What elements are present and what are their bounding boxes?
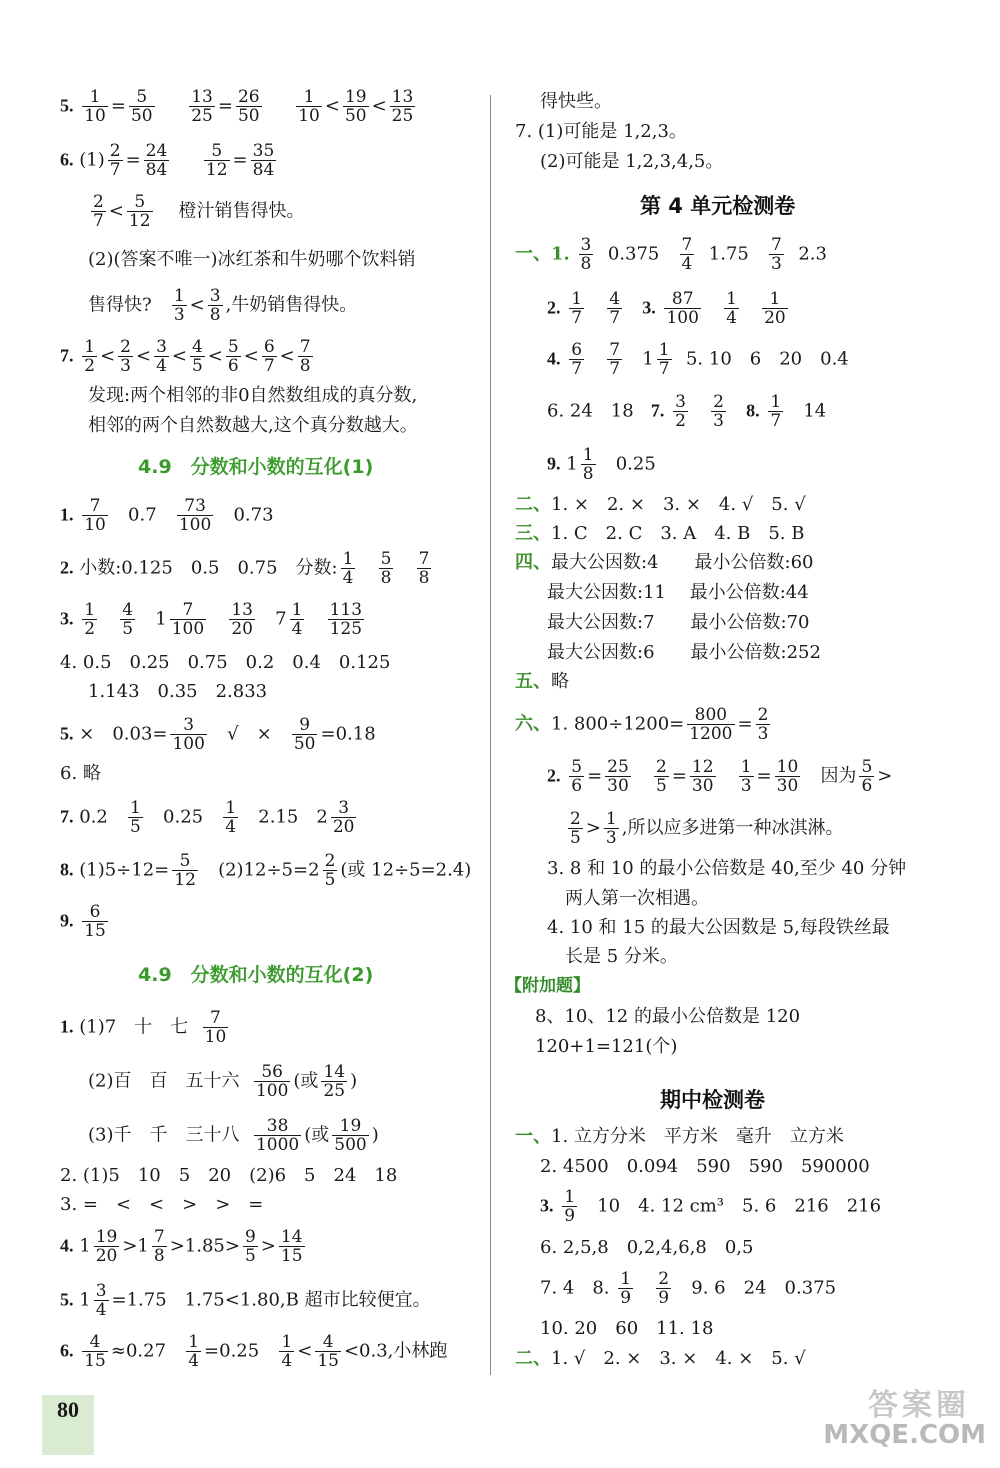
unit4-part-6-4a: 4. 10 和 15 的最大公因数是 5,每段铁丝最: [547, 917, 890, 938]
answer-5: 5. $\frac{1}{10}$ = $\frac{5}{50}$ $\frac{13}{25}$ = $\frac{26}{50}$ $\frac{1}{10}$ < $\frac{19}{50}$ < $\frac{13}{25}$: [60, 87, 414, 126]
fraction: $\frac{24}{84}$: [145, 141, 168, 180]
unit4-part-4-row: 最大公因数:7 最小公倍数:70: [547, 612, 810, 633]
fraction: $\frac{1}{4}$: [281, 1332, 293, 1371]
bonus-answer-1: 8、10、12 的最小公倍数是 120: [535, 1006, 801, 1027]
fraction: $\frac{3}{4}$: [156, 337, 167, 376]
fraction: $\frac{6}{7}$: [263, 337, 275, 376]
fraction: $\frac{13}{25}$: [191, 87, 213, 126]
fraction: $\frac{35}{84}$: [252, 141, 275, 180]
fraction: $\frac{1}{8}$: [582, 445, 594, 484]
fraction: $\frac{3}{8}$: [209, 286, 221, 325]
fraction: $\frac{5}{8}$: [380, 549, 392, 588]
section1-answer-9: 9. $\frac{6}{15}$: [60, 902, 106, 941]
fraction: $\frac{3}{8}$: [580, 235, 592, 274]
fraction: $\frac{1}{4}$: [188, 1332, 200, 1371]
fraction: $\frac{2}{3}$: [757, 705, 769, 744]
fraction: $\frac{19}{50}$: [344, 87, 367, 126]
fraction: $\frac{113}{125}$: [329, 600, 363, 639]
fraction: $\frac{4}{7}$: [609, 289, 621, 328]
section1-answer-8: 8. (1)5÷12= $\frac{5}{12}$ (2)12÷5=2 $\frac{2}{5}$ (或 12÷5=2.4): [60, 851, 472, 890]
unit4-answer-4-5: 4. $\frac{6}{7}$ $\frac{7}{7}$ 1 $\frac{1}{7}$ 5. 10 6 20 0.4: [547, 340, 849, 379]
unit4-answer-9: 9. 1 $\frac{1}{8}$ 0.25: [547, 445, 656, 484]
fraction: $\frac{4}{15}$: [84, 1332, 106, 1371]
section2-answer-4: 4. 1 $\frac{19}{20}$ >1 $\frac{7}{8}$ >1.85> $\frac{9}{5}$ > $\frac{14}{15}$: [60, 1227, 303, 1266]
watermark-url: MXQE.COM: [823, 1420, 986, 1450]
section2-answer-3: 3. = < < > > =: [60, 1194, 264, 1215]
right-continued-text: 得快些。: [540, 91, 612, 112]
unit4-part-6-3b: 两人第一次相遇。: [565, 888, 709, 909]
fraction: $\frac{1}{3}$: [605, 809, 617, 848]
fraction: $\frac{1}{3}$: [173, 286, 185, 325]
fraction: $\frac{1}{7}$: [658, 340, 670, 379]
unit4-part-6-2: 2. $\frac{5}{6}$ = $\frac{25}{30}$ $\frac{2}{5}$ = $\frac{12}{30}$ $\frac{1}{3}$ = $\frac{10}{30}$ 因为 $\frac{5}{6}$ >: [547, 757, 893, 796]
fraction: $\frac{5}{12}$: [205, 141, 228, 180]
unit4-part-6-2-cont: $\frac{2}{5}$ > $\frac{1}{3}$ ,所以应多进第一种冰淇淋。: [570, 809, 844, 848]
midterm-part-2: 二、1. √ 2. × 3. × 4. × 5. √: [515, 1348, 806, 1369]
fraction: $\frac{1}{4}$: [291, 600, 303, 639]
midterm-answer-2: 2. 4500 0.094 590 590 590000: [540, 1156, 870, 1177]
answer-7-finding-2: 相邻的两个自然数越大,这个真分数越大。: [88, 415, 418, 436]
fraction: $\frac{9}{5}$: [244, 1227, 256, 1266]
midterm-answer-10-11: 10. 20 60 11. 18: [540, 1318, 714, 1339]
fraction: $\frac{12}{30}$: [691, 757, 714, 796]
bonus-answer-2: 120+1=121(个): [535, 1036, 678, 1057]
fraction: $\frac{1}{9}$: [564, 1187, 576, 1226]
fraction: $\frac{14}{15}$: [280, 1227, 303, 1266]
fraction: $\frac{19}{500}$: [334, 1116, 367, 1155]
answer-6-2: (2)(答案不唯一)冰红茶和牛奶哪个饮料销: [88, 249, 416, 270]
midterm-answer-6: 6. 2,5,8 0,2,4,6,8 0,5: [540, 1237, 754, 1258]
fraction: $\frac{7}{10}$: [84, 496, 106, 535]
fraction: $\frac{1}{10}$: [84, 87, 106, 126]
fraction: $\frac{1}{2}$: [84, 337, 96, 376]
unit4-part-4-row: 最大公因数:11 最小公倍数:44: [547, 582, 809, 603]
fraction: $\frac{5}{12}$: [128, 192, 151, 231]
section1-answer-4b: 1.143 0.35 2.833: [88, 681, 268, 702]
fraction: $\frac{5}{12}$: [174, 851, 196, 890]
section2-answer-1-1: 1. (1)7 十 七 $\frac{7}{10}$: [60, 1008, 227, 1047]
column-divider: [490, 95, 491, 1375]
section1-answer-3: 3. $\frac{1}{2}$ $\frac{4}{5}$ 1 $\frac{7}{100}$ $\frac{13}{20}$ 7 $\frac{1}{4}$ $\frac{113}{125}$: [60, 600, 363, 639]
section2-answer-2: 2. (1)5 10 5 20 (2)6 5 24 18: [60, 1165, 398, 1186]
answer-7: 7. $\frac{1}{2}$ < $\frac{2}{3}$ < $\frac{3}{4}$ < $\frac{4}{5}$ < $\frac{5}{6}$ < $\frac{6}{7}$ < $\frac{7}{8}$: [60, 337, 311, 376]
fraction: $\frac{19}{20}$: [95, 1227, 118, 1266]
section2-answer-1-3: (3)千 千 三十八 $\frac{38}{1000}$ (或 $\frac{19}{500}$ ): [88, 1116, 379, 1155]
page-number: 80: [42, 1395, 94, 1455]
fraction: $\frac{7}{4}$: [681, 235, 693, 274]
fraction: $\frac{2}{5}$: [324, 851, 336, 890]
fraction: $\frac{7}{10}$: [204, 1008, 227, 1047]
fraction: $\frac{5}{6}$: [861, 757, 873, 796]
section2-answer-1-2: (2)百 百 五十六 $\frac{56}{100}$ (或 $\frac{14}{25}$ ): [88, 1062, 358, 1101]
fraction: $\frac{13}{25}$: [391, 87, 414, 126]
fraction: $\frac{1}{7}$: [770, 392, 782, 431]
fraction: $\frac{1}{2}$: [84, 600, 96, 639]
fraction: $\frac{14}{25}$: [323, 1062, 346, 1101]
section2-answer-5: 5. 1 $\frac{3}{4}$ =1.75 1.75<1.80,B 超市比较便宜。: [60, 1281, 431, 1320]
watermark-logo: 答案圈: [868, 1388, 970, 1423]
unit4-answer-1: 一、1. $\frac{3}{8}$ 0.375 $\frac{7}{4}$ 1.75 $\frac{7}{3}$ 2.3: [515, 235, 827, 274]
right-answer-7-2: (2)可能是 1,2,3,4,5。: [540, 151, 724, 172]
fraction: $\frac{2}{5}$: [570, 809, 581, 848]
section1-answer-1: 1. $\frac{7}{10}$ 0.7 $\frac{73}{100}$ 0.73: [60, 496, 274, 535]
fraction: $\frac{1}{4}$: [342, 549, 354, 588]
fraction: $\frac{3}{20}$: [332, 798, 355, 837]
unit4-answer-2-3: 2. $\frac{1}{7}$ $\frac{4}{7}$ 3. $\frac{87}{100}$ $\frac{1}{4}$ $\frac{1}{20}$: [547, 289, 786, 328]
fraction: $\frac{87}{100}$: [666, 289, 699, 328]
fraction: $\frac{7}{100}$: [171, 600, 205, 639]
fraction: $\frac{1}{4}$: [726, 289, 737, 328]
fraction: $\frac{56}{100}$: [255, 1062, 289, 1101]
unit4-part-6-4b: 长是 5 分米。: [565, 946, 678, 967]
section1-answer-5: 5. × 0.03= $\frac{3}{100}$ √ × $\frac{9}{50}$ =0.18: [60, 715, 376, 754]
unit4-part-5: 五、略: [515, 671, 569, 692]
fraction: $\frac{5}{6}$: [227, 337, 239, 376]
fraction: $\frac{38}{1000}$: [255, 1116, 300, 1155]
fraction: $\frac{1}{20}$: [764, 289, 786, 328]
fraction: $\frac{7}{8}$: [153, 1227, 165, 1266]
section1-answer-7: 7. 0.2 $\frac{1}{5}$ 0.25 $\frac{1}{4}$ 2.15 2 $\frac{3}{20}$: [60, 798, 355, 837]
midterm-answer-3-5: 3. $\frac{1}{9}$ 10 4. 12 cm³ 5. 6 216 216: [540, 1187, 882, 1226]
fraction: $\frac{25}{30}$: [607, 757, 629, 796]
unit4-part-6-1: 六、1. 800÷1200= $\frac{800}{1200}$ = $\frac{2}{3}$: [515, 705, 769, 744]
fraction: $\frac{7}{8}$: [299, 337, 311, 376]
fraction: $\frac{6}{7}$: [571, 340, 583, 379]
section1-answer-6: 6. 略: [60, 763, 101, 784]
fraction: $\frac{1}{3}$: [740, 757, 752, 796]
section1-answer-2: 2. 小数:0.125 0.5 0.75 分数: $\frac{1}{4}$ $\frac{5}{8}$ $\frac{7}{8}$: [60, 549, 430, 588]
fraction: $\frac{1}{5}$: [130, 798, 141, 837]
fraction: $\frac{3}{100}$: [172, 715, 205, 754]
fraction: $\frac{800}{1200}$: [689, 705, 733, 744]
answer-7-finding-1: 发现:两个相邻的非0自然数组成的真分数,: [88, 385, 418, 406]
unit4-part-4: 四、最大公因数:4 最小公倍数:60: [515, 552, 814, 573]
fraction: $\frac{1}{4}$: [225, 798, 237, 837]
section-title-midterm: 期中检测卷: [660, 1088, 765, 1112]
fraction: $\frac{7}{3}$: [771, 235, 782, 274]
unit4-part-2: 二、1. × 2. × 3. × 4. √ 5. √: [515, 494, 806, 515]
fraction: $\frac{2}{9}$: [658, 1269, 670, 1308]
section-title-unit-4-test: 第 4 单元检测卷: [640, 194, 796, 218]
unit4-answer-6-8: 6. 24 18 7. $\frac{3}{2}$ $\frac{2}{3}$ 8. $\frac{1}{7}$ 14: [547, 392, 827, 431]
unit4-part-4-row: 最大公因数:6 最小公倍数:252: [547, 642, 821, 663]
fraction: $\frac{2}{3}$: [713, 392, 724, 431]
unit4-part-6-3a: 3. 8 和 10 的最小公倍数是 40,至少 40 分钟: [547, 858, 907, 879]
fraction: $\frac{2}{7}$: [93, 192, 104, 231]
fraction: $\frac{6}{15}$: [84, 902, 106, 941]
fraction: $\frac{5}{50}$: [130, 87, 153, 126]
fraction: $\frac{3}{2}$: [675, 392, 686, 431]
fraction: $\frac{2}{5}$: [655, 757, 667, 796]
fraction: $\frac{13}{20}$: [231, 600, 253, 639]
fraction: $\frac{1}{9}$: [620, 1269, 632, 1308]
fraction: $\frac{3}{4}$: [95, 1281, 107, 1320]
right-answer-7-1: 7. (1)可能是 1,2,3。: [515, 121, 687, 142]
fraction: $\frac{1}{10}$: [298, 87, 320, 126]
section2-answer-6: 6. $\frac{4}{15}$ ≈0.27 $\frac{1}{4}$ =0.25 $\frac{1}{4}$ < $\frac{4}{15}$ <0.3,小林跑: [60, 1332, 448, 1371]
question-number: 5.: [60, 95, 74, 116]
fraction: $\frac{10}{30}$: [776, 757, 799, 796]
midterm-answer-7-9: 7. 4 8. $\frac{1}{9}$ $\frac{2}{9}$ 9. 6 24 0.375: [540, 1269, 837, 1308]
fraction: $\frac{26}{50}$: [237, 87, 260, 126]
section-title-4-9-2: 4.9 分数和小数的互化(2): [138, 964, 374, 986]
section1-answer-4a: 4. 0.5 0.25 0.75 0.2 0.4 0.125: [60, 652, 391, 673]
fraction: $\frac{2}{3}$: [120, 337, 131, 376]
fraction: $\frac{5}{6}$: [571, 757, 583, 796]
fraction: $\frac{73}{100}$: [178, 496, 212, 535]
fraction: $\frac{2}{7}$: [109, 141, 121, 180]
unit4-part-3: 三、1. C 2. C 3. A 4. B 5. B: [515, 523, 805, 544]
section-title-4-9-1: 4.9 分数和小数的互化(1): [138, 456, 374, 478]
fraction: $\frac{4}{5}$: [122, 600, 134, 639]
fraction: $\frac{9}{50}$: [293, 715, 316, 754]
midterm-answer-1: 一、1. 立方分米 平方米 毫升 立方米: [515, 1126, 844, 1147]
bonus-question-label: 【附加题】: [505, 976, 590, 996]
fraction: $\frac{1}{7}$: [571, 289, 583, 328]
fraction: $\frac{4}{15}$: [317, 1332, 339, 1371]
answer-6-2-cont: 售得快? $\frac{1}{3}$ < $\frac{3}{8}$ ,牛奶销售得快。: [88, 286, 358, 325]
fraction: $\frac{4}{5}$: [192, 337, 203, 376]
answer-6-1: 6. (1) $\frac{2}{7}$ = $\frac{24}{84}$ $\frac{5}{12}$ = $\frac{35}{84}$: [60, 141, 275, 180]
fraction: $\frac{7}{8}$: [418, 549, 430, 588]
answer-6-1-compare: $\frac{2}{7}$ < $\frac{5}{12}$ 橙汁销售得快。: [93, 192, 305, 231]
fraction: $\frac{7}{7}$: [609, 340, 621, 379]
